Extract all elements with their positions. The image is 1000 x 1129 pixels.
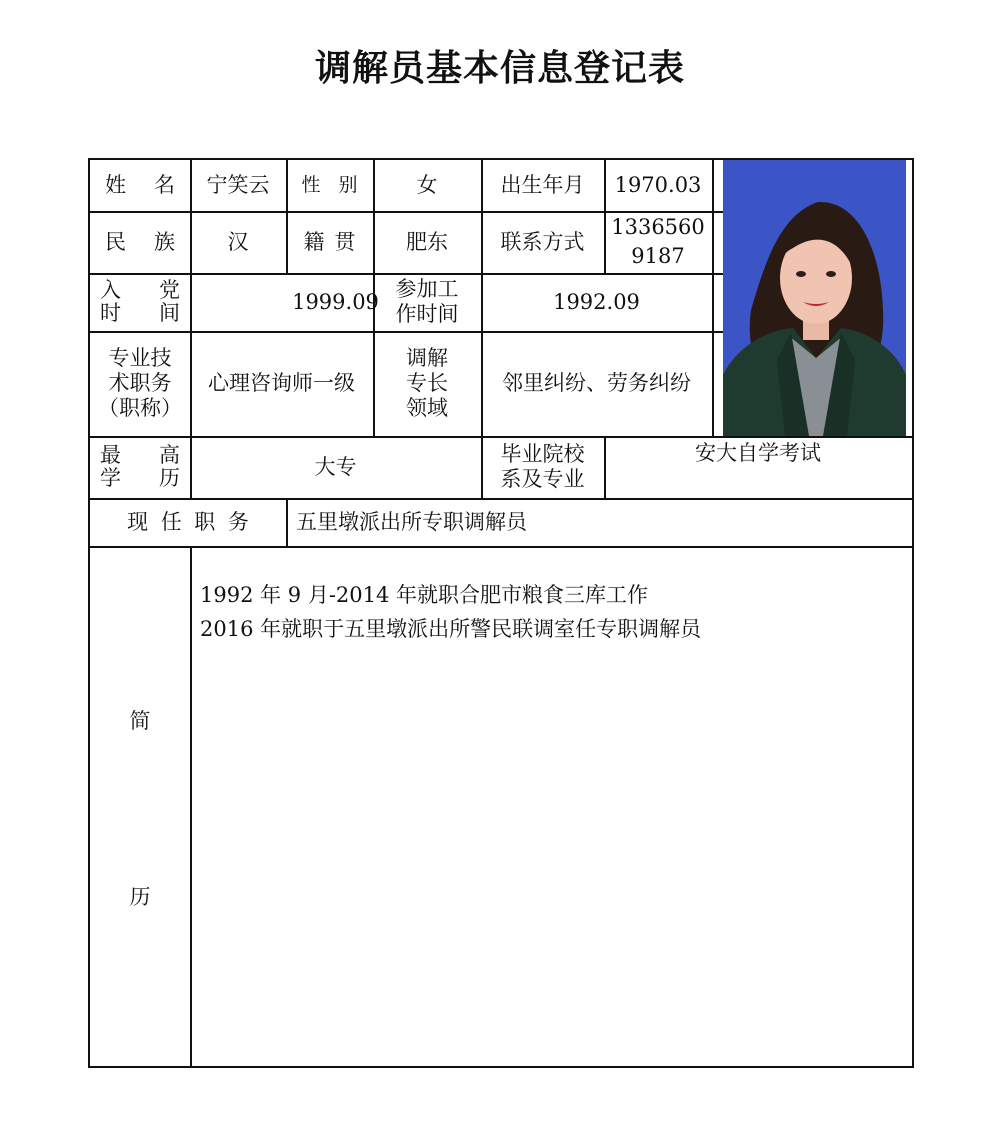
registration-form	[88, 158, 914, 1068]
ethnicity-value: 汉	[227, 229, 249, 254]
education-value: 大专	[314, 454, 357, 479]
ethnicity-label: 民 族	[105, 229, 175, 254]
resume-line: 2016 年就职于五里墩派出所警民联调室任专职调解员	[200, 617, 702, 641]
birth-label: 出生年月	[500, 173, 585, 197]
education-label: 最 高 学 历	[100, 443, 180, 490]
party-date-value: 1999.09	[292, 289, 379, 314]
school-label: 毕业院校 系及专业	[500, 442, 585, 491]
portrait-illustration	[723, 160, 906, 436]
column-divider	[712, 160, 714, 436]
professional-title-label: 专业技 术职务 （职称）	[98, 346, 182, 420]
position-value: 五里墩派出所专职调解员	[296, 509, 527, 534]
contact-value: 1336560 9187	[611, 215, 705, 268]
birth-value: 1970.03	[614, 173, 702, 197]
school-value: 安大自学考试	[695, 440, 821, 465]
party-date-label: 入 党 时 间	[100, 278, 180, 325]
name-value: 宁笑云	[206, 173, 270, 197]
resume-label-char: 简	[129, 708, 151, 733]
work-date-value: 1992.09	[553, 289, 640, 314]
professional-title-value: 心理咨询师一级	[208, 371, 355, 395]
page-title: 调解员基本信息登记表	[314, 48, 685, 89]
portrait-photo	[723, 160, 906, 436]
contact-label: 联系方式	[500, 229, 585, 254]
position-label: 现任职务	[127, 509, 262, 534]
resume-line: 1992 年 9 月-2014 年就职合肥市粮食三库工作	[200, 583, 649, 607]
specialty-label: 调解 专长 领域	[406, 346, 448, 420]
resume-label-char: 历	[129, 884, 151, 909]
native-place-label: 籍 贯	[303, 229, 356, 254]
gender-label: 性 别	[301, 174, 358, 196]
gender-value: 女	[416, 173, 438, 197]
name-label: 姓 名	[105, 173, 175, 197]
work-date-label: 参加工 作时间	[395, 277, 459, 326]
resume-text	[200, 578, 701, 646]
native-place-value: 肥东	[406, 229, 448, 254]
row-divider	[90, 546, 912, 548]
specialty-value: 邻里纠纷、劳务纠纷	[502, 371, 691, 395]
column-divider	[190, 546, 192, 1066]
